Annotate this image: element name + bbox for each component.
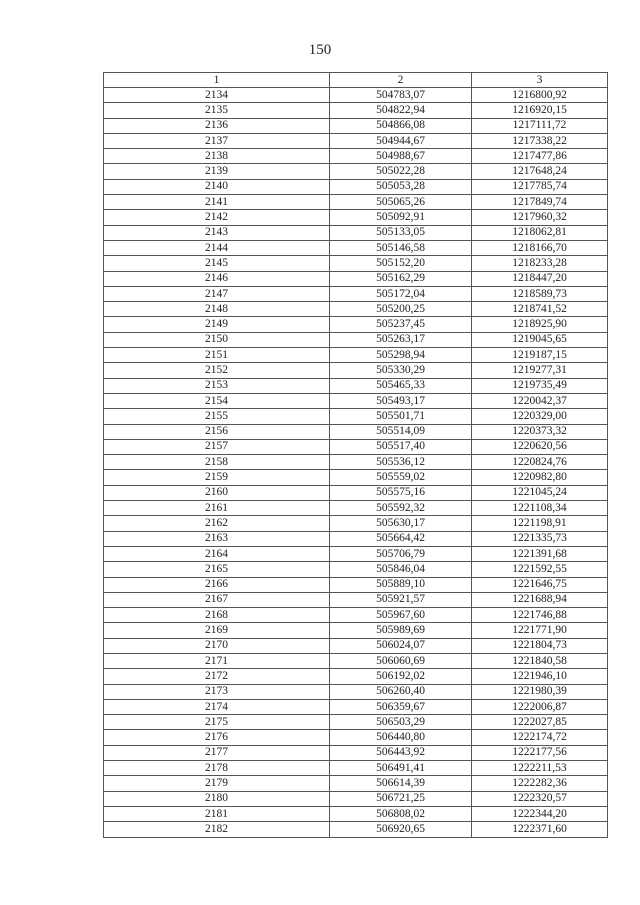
table-row [104, 409, 608, 424]
cell-y-coordinate: 1220982,80 [472, 470, 608, 485]
cell-point-number: 2180 [104, 791, 330, 806]
cell-x-coordinate: 504944,67 [330, 133, 472, 148]
cell-y-coordinate: 1219735,49 [472, 378, 608, 393]
cell-y-coordinate: 1220329,00 [472, 409, 608, 424]
cell-point-number: 2178 [104, 761, 330, 776]
table-row [104, 745, 608, 760]
cell-point-number: 2157 [104, 439, 330, 454]
cell-x-coordinate: 505592,32 [330, 501, 472, 516]
table-row [104, 164, 608, 179]
cell-y-coordinate: 1222320,57 [472, 791, 608, 806]
cell-y-coordinate: 1222177,56 [472, 745, 608, 760]
cell-x-coordinate: 506721,25 [330, 791, 472, 806]
cell-x-coordinate: 505330,29 [330, 363, 472, 378]
cell-x-coordinate: 505989,69 [330, 623, 472, 638]
cell-x-coordinate: 505065,26 [330, 195, 472, 210]
table-header-row [104, 73, 608, 88]
cell-point-number: 2135 [104, 103, 330, 118]
cell-y-coordinate: 1221045,24 [472, 485, 608, 500]
table-row [104, 302, 608, 317]
cell-y-coordinate: 1217111,72 [472, 118, 608, 133]
cell-point-number: 2162 [104, 516, 330, 531]
table-row [104, 195, 608, 210]
cell-point-number: 2142 [104, 210, 330, 225]
table-row [104, 88, 608, 103]
cell-point-number: 2182 [104, 822, 330, 837]
cell-point-number: 2160 [104, 485, 330, 500]
cell-y-coordinate: 1218589,73 [472, 286, 608, 301]
cell-point-number: 2139 [104, 164, 330, 179]
cell-y-coordinate: 1220042,37 [472, 393, 608, 408]
table-row [104, 317, 608, 332]
table-row [104, 439, 608, 454]
cell-y-coordinate: 1222344,20 [472, 806, 608, 821]
cell-x-coordinate: 504988,67 [330, 149, 472, 164]
table-row [104, 592, 608, 607]
cell-x-coordinate: 506491,41 [330, 761, 472, 776]
cell-x-coordinate: 505846,04 [330, 562, 472, 577]
cell-point-number: 2167 [104, 592, 330, 607]
cell-y-coordinate: 1218166,70 [472, 240, 608, 255]
cell-point-number: 2144 [104, 240, 330, 255]
cell-y-coordinate: 1222174,72 [472, 730, 608, 745]
cell-y-coordinate: 1218062,81 [472, 225, 608, 240]
cell-point-number: 2153 [104, 378, 330, 393]
cell-point-number: 2148 [104, 302, 330, 317]
column-header-point-number: 1 [104, 73, 330, 88]
table-row [104, 118, 608, 133]
cell-point-number: 2141 [104, 195, 330, 210]
table-row [104, 791, 608, 806]
cell-point-number: 2150 [104, 332, 330, 347]
cell-y-coordinate: 1221804,73 [472, 638, 608, 653]
table-row [104, 179, 608, 194]
cell-point-number: 2149 [104, 317, 330, 332]
cell-x-coordinate: 504866,08 [330, 118, 472, 133]
cell-y-coordinate: 1216920,15 [472, 103, 608, 118]
cell-x-coordinate: 504783,07 [330, 88, 472, 103]
cell-x-coordinate: 505889,10 [330, 577, 472, 592]
cell-point-number: 2151 [104, 348, 330, 363]
cell-y-coordinate: 1218447,20 [472, 271, 608, 286]
cell-y-coordinate: 1217477,86 [472, 149, 608, 164]
cell-point-number: 2172 [104, 669, 330, 684]
cell-x-coordinate: 505514,09 [330, 424, 472, 439]
table-row [104, 378, 608, 393]
table-row [104, 133, 608, 148]
table-row [104, 699, 608, 714]
cell-y-coordinate: 1217338,22 [472, 133, 608, 148]
cell-x-coordinate: 505501,71 [330, 409, 472, 424]
table-row [104, 424, 608, 439]
cell-y-coordinate: 1219045,65 [472, 332, 608, 347]
table-row [104, 332, 608, 347]
cell-point-number: 2176 [104, 730, 330, 745]
table-header [104, 73, 608, 88]
cell-y-coordinate: 1222027,85 [472, 715, 608, 730]
cell-x-coordinate: 506192,02 [330, 669, 472, 684]
table-row [104, 470, 608, 485]
table-row [104, 516, 608, 531]
cell-x-coordinate: 505536,12 [330, 455, 472, 470]
cell-x-coordinate: 505706,79 [330, 546, 472, 561]
cell-y-coordinate: 1221840,58 [472, 653, 608, 668]
cell-point-number: 2175 [104, 715, 330, 730]
table-row [104, 715, 608, 730]
cell-point-number: 2173 [104, 684, 330, 699]
table-row [104, 455, 608, 470]
cell-x-coordinate: 504822,94 [330, 103, 472, 118]
table-row [104, 546, 608, 561]
column-header-x-coordinate: 2 [330, 73, 472, 88]
cell-y-coordinate: 1221198,91 [472, 516, 608, 531]
table-row [104, 562, 608, 577]
table-row [104, 210, 608, 225]
cell-x-coordinate: 506359,67 [330, 699, 472, 714]
cell-x-coordinate: 505921,57 [330, 592, 472, 607]
cell-point-number: 2154 [104, 393, 330, 408]
cell-x-coordinate: 505630,17 [330, 516, 472, 531]
table-row [104, 577, 608, 592]
table-row [104, 225, 608, 240]
table-row [104, 684, 608, 699]
table-row [104, 149, 608, 164]
cell-x-coordinate: 505263,17 [330, 332, 472, 347]
table-row [104, 669, 608, 684]
cell-point-number: 2165 [104, 562, 330, 577]
cell-x-coordinate: 505493,17 [330, 393, 472, 408]
table-row [104, 531, 608, 546]
cell-x-coordinate: 505517,40 [330, 439, 472, 454]
cell-point-number: 2138 [104, 149, 330, 164]
cell-x-coordinate: 506614,39 [330, 776, 472, 791]
cell-point-number: 2169 [104, 623, 330, 638]
cell-y-coordinate: 1221592,55 [472, 562, 608, 577]
cell-x-coordinate: 505022,28 [330, 164, 472, 179]
cell-x-coordinate: 505152,20 [330, 256, 472, 271]
cell-point-number: 2161 [104, 501, 330, 516]
table-row [104, 271, 608, 286]
cell-y-coordinate: 1220373,32 [472, 424, 608, 439]
cell-point-number: 2181 [104, 806, 330, 821]
cell-y-coordinate: 1218925,90 [472, 317, 608, 332]
cell-y-coordinate: 1219277,31 [472, 363, 608, 378]
cell-point-number: 2166 [104, 577, 330, 592]
cell-point-number: 2163 [104, 531, 330, 546]
table-row [104, 761, 608, 776]
cell-point-number: 2146 [104, 271, 330, 286]
cell-x-coordinate: 505575,16 [330, 485, 472, 500]
table-row [104, 822, 608, 837]
cell-y-coordinate: 1220824,76 [472, 455, 608, 470]
cell-y-coordinate: 1217849,74 [472, 195, 608, 210]
cell-point-number: 2143 [104, 225, 330, 240]
cell-y-coordinate: 1219187,15 [472, 348, 608, 363]
cell-point-number: 2134 [104, 88, 330, 103]
cell-y-coordinate: 1221335,73 [472, 531, 608, 546]
cell-x-coordinate: 506808,02 [330, 806, 472, 821]
table-row [104, 623, 608, 638]
cell-x-coordinate: 505172,04 [330, 286, 472, 301]
cell-point-number: 2177 [104, 745, 330, 760]
cell-point-number: 2156 [104, 424, 330, 439]
cell-x-coordinate: 506443,92 [330, 745, 472, 760]
table-row [104, 485, 608, 500]
cell-y-coordinate: 1222371,60 [472, 822, 608, 837]
cell-point-number: 2137 [104, 133, 330, 148]
table-row [104, 806, 608, 821]
cell-x-coordinate: 506060,69 [330, 653, 472, 668]
cell-y-coordinate: 1218741,52 [472, 302, 608, 317]
table-row [104, 653, 608, 668]
cell-x-coordinate: 505664,42 [330, 531, 472, 546]
cell-x-coordinate: 505162,29 [330, 271, 472, 286]
table-row [104, 240, 608, 255]
cell-x-coordinate: 505559,02 [330, 470, 472, 485]
table-row [104, 638, 608, 653]
cell-x-coordinate: 506440,80 [330, 730, 472, 745]
table-row [104, 501, 608, 516]
cell-y-coordinate: 1221980,39 [472, 684, 608, 699]
cell-x-coordinate: 505967,60 [330, 608, 472, 623]
cell-y-coordinate: 1217960,32 [472, 210, 608, 225]
table-row [104, 393, 608, 408]
cell-point-number: 2171 [104, 653, 330, 668]
cell-point-number: 2164 [104, 546, 330, 561]
cell-x-coordinate: 505053,28 [330, 179, 472, 194]
cell-y-coordinate: 1221391,68 [472, 546, 608, 561]
cell-y-coordinate: 1221746,88 [472, 608, 608, 623]
cell-x-coordinate: 506024,07 [330, 638, 472, 653]
cell-y-coordinate: 1222282,36 [472, 776, 608, 791]
cell-y-coordinate: 1216800,92 [472, 88, 608, 103]
cell-y-coordinate: 1221646,75 [472, 577, 608, 592]
cell-y-coordinate: 1222006,87 [472, 699, 608, 714]
table-body [104, 88, 608, 838]
cell-x-coordinate: 505298,94 [330, 348, 472, 363]
cell-y-coordinate: 1217785,74 [472, 179, 608, 194]
cell-point-number: 2158 [104, 455, 330, 470]
cell-point-number: 2152 [104, 363, 330, 378]
cell-point-number: 2170 [104, 638, 330, 653]
cell-x-coordinate: 505465,33 [330, 378, 472, 393]
table-row [104, 286, 608, 301]
table-row [104, 363, 608, 378]
cell-x-coordinate: 505146,58 [330, 240, 472, 255]
table-row [104, 348, 608, 363]
table-row [104, 776, 608, 791]
cell-point-number: 2155 [104, 409, 330, 424]
page-number: 150 [308, 42, 332, 58]
cell-x-coordinate: 505237,45 [330, 317, 472, 332]
cell-point-number: 2168 [104, 608, 330, 623]
cell-y-coordinate: 1222211,53 [472, 761, 608, 776]
table-row [104, 256, 608, 271]
table-row [104, 103, 608, 118]
cell-point-number: 2179 [104, 776, 330, 791]
cell-x-coordinate: 505133,05 [330, 225, 472, 240]
cell-y-coordinate: 1221946,10 [472, 669, 608, 684]
cell-point-number: 2145 [104, 256, 330, 271]
cell-x-coordinate: 506503,29 [330, 715, 472, 730]
coordinates-table [103, 72, 608, 838]
cell-point-number: 2147 [104, 286, 330, 301]
cell-y-coordinate: 1221688,94 [472, 592, 608, 607]
cell-point-number: 2174 [104, 699, 330, 714]
cell-point-number: 2140 [104, 179, 330, 194]
cell-y-coordinate: 1217648,24 [472, 164, 608, 179]
table-row [104, 730, 608, 745]
cell-point-number: 2159 [104, 470, 330, 485]
cell-y-coordinate: 1220620,56 [472, 439, 608, 454]
cell-x-coordinate: 506920,65 [330, 822, 472, 837]
cell-point-number: 2136 [104, 118, 330, 133]
cell-x-coordinate: 505200,25 [330, 302, 472, 317]
column-header-y-coordinate: 3 [472, 73, 608, 88]
cell-y-coordinate: 1221108,34 [472, 501, 608, 516]
cell-y-coordinate: 1221771,90 [472, 623, 608, 638]
cell-x-coordinate: 506260,40 [330, 684, 472, 699]
cell-y-coordinate: 1218233,28 [472, 256, 608, 271]
cell-x-coordinate: 505092,91 [330, 210, 472, 225]
table-row [104, 608, 608, 623]
